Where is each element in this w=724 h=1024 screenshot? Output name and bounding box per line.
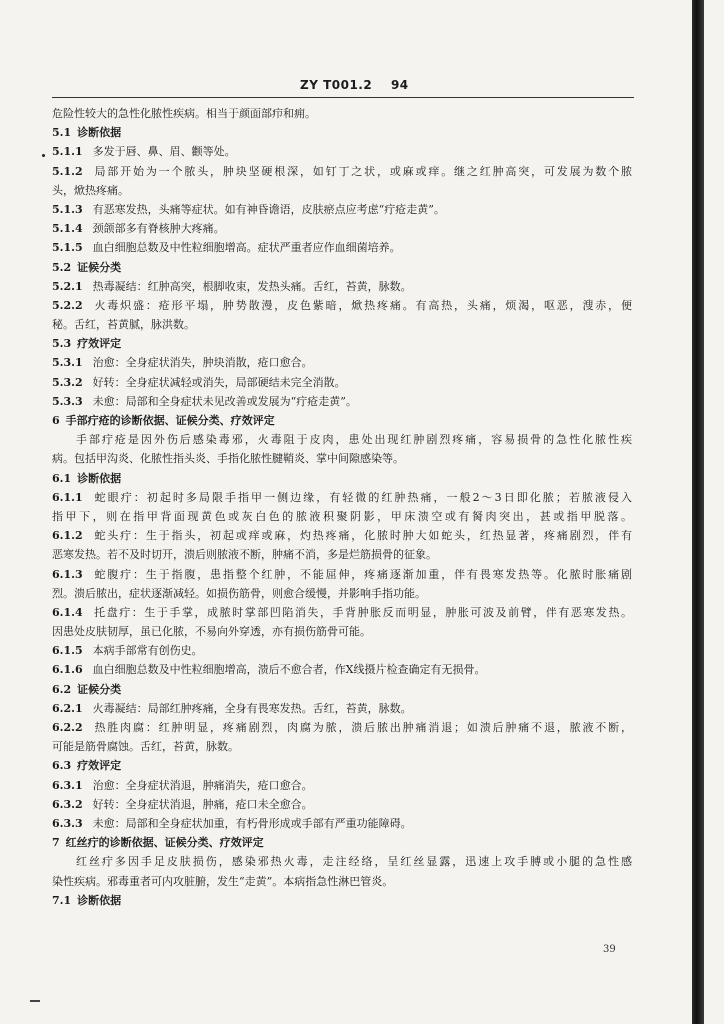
text-line [52,507,632,526]
text-line [52,545,632,564]
clause-number: 6.3 [52,759,72,773]
clause-text: 蛇腹疔：生于指腹，患指整个红肿，不能屈伸，疼痛逐渐加重，伴有畏寒发热等。化脓时胀痛剧 [92,567,632,581]
clause-number: 6.1.6 [52,663,83,677]
clause-text: 多发于唇、鼻、眉、颧等处。 [92,145,236,159]
text-line [52,622,632,641]
scan-mark [30,1000,40,1002]
section-heading [52,680,632,699]
clause-number: 5.2.2 [52,298,83,312]
header-rule [52,97,634,98]
clause-number: 6.1.4 [52,605,83,619]
clause-number: 5.2 [52,260,72,274]
clause-number: 5.1 [52,126,72,140]
section-heading [52,833,632,852]
clause-text: 诊断依据 [77,126,122,140]
clause-text: 染性疾病。邪毒重者可内攻脏腑，发生“走黄”。本病指急性淋巴管炎。 [52,874,394,888]
clause-number: 6.2.1 [52,701,83,715]
clause-text: 危险性较大的急性化脓性疾病。相当于颜面部疖和痈。 [52,107,316,120]
paragraph-start [52,852,632,871]
clause-text: 治愈：全身症状消失，肿块消散，疮口愈合。 [92,356,313,370]
numbered-clause [52,142,632,161]
numbered-clause [52,565,632,584]
clause-text: 证候分类 [77,260,122,274]
numbered-clause [52,162,632,181]
clause-text: 蛇眼疔：初起时多局限手指甲一侧边缘，有轻微的红肿热痛，一般2～3日即化脓；若脓液侵入 [92,490,632,504]
numbered-clause [52,776,632,795]
numbered-clause [52,641,632,660]
clause-text: 有恶寒发热，头痛等症状。如有神昏谵语，皮肤瘀点应考虑“疔疮走黄”。 [92,202,445,216]
clause-number: 6.3.1 [52,778,83,792]
clause-number: 7 [52,836,60,850]
numbered-clause [52,277,632,296]
section-heading [52,123,632,142]
clause-text: 颈颌部多有脊核肿大疼痛。 [92,222,225,236]
clause-text: 诊断依据 [77,893,122,907]
clause-number: 6.1 [52,471,72,485]
clause-text: 蛇头疔：生于指头，初起或痒或麻，灼热疼痛，化脓时肿大如蛇头，红热显著，疼痛剧烈，伴有 [92,529,632,543]
clause-number: 5.1.5 [52,241,83,255]
clause-number: 6 [52,414,60,427]
section-heading [52,891,632,910]
numbered-clause [52,795,632,814]
clause-text: 头，焮热疼痛。 [52,183,129,197]
clause-text: 热毒凝结：红肿高突，根脚收束，发热头痛。舌红，苔黄，脉数。 [92,279,412,293]
numbered-clause [52,699,632,718]
numbered-clause [52,296,632,315]
clause-number: 5.1.4 [52,222,83,236]
clause-text: 烈。溃后脓出，症状逐渐减轻。如损伤筋骨，则愈合缓慢，并影响手指功能。 [52,586,426,600]
numbered-clause [52,200,632,219]
clause-text: 疗效评定 [77,337,122,351]
clause-text: 病。包括甲沟炎、化脓性指头炎、手指化脓性腱鞘炎、掌中间隙感染等。 [52,452,404,466]
document-body [52,104,632,910]
text-line [52,872,632,891]
clause-text: 好转：全身症状消退，肿痛，疮口未全愈合。 [92,797,313,811]
numbered-clause [52,718,632,737]
section-heading [52,334,632,353]
clause-text: 可能是筋骨腐蚀。舌红，苔黄，脉数。 [52,740,239,754]
clause-text: 因患处皮肤韧厚，虽已化脓，不易向外穿透，亦有损伤筋骨可能。 [52,625,371,639]
standard-code: ZY T001.2 [300,78,373,92]
clause-text: 本病手部常有创伤史。 [92,644,203,658]
clause-text: 未愈：局部和全身症状未见改善或发展为“疔疮走黄”。 [92,394,357,408]
paragraph-start [52,430,632,449]
numbered-clause [52,526,632,545]
clause-number: 5.1.1 [52,145,83,159]
clause-number: 5.3.1 [52,356,83,370]
numbered-clause [52,238,632,257]
clause-text: 火毒炽盛：疮形平塌，肿势散漫，皮色紫暗，焮热疼痛。有高热，头痛，烦渴，呕恶，溲赤，便 [92,298,632,312]
clause-text: 热胜肉腐：红肿明显，疼痛剧烈，肉腐为脓，溃后脓出肿痛消退；如溃后肿痛不退，脓液不断， [92,721,632,734]
clause-text: 好转：全身症状减轻或消失，局部硬结未完全消散。 [92,375,346,389]
clause-text: 红丝疔的诊断依据、证候分类、疗效评定 [65,836,264,850]
clause-number: 6.2.2 [52,721,83,734]
text-line [52,449,632,468]
numbered-clause [52,373,632,392]
clause-text: 未愈：局部和全身症状加重，有朽骨形成或手部有严重功能障碍。 [92,816,412,830]
clause-text: 血白细胞总数及中性粒细胞增高。症状严重者应作血细菌培养。 [92,241,401,255]
clause-number: 6.1.3 [52,567,83,581]
page-number: 39 [603,944,616,955]
numbered-clause [52,219,632,238]
clause-number: 6.3.2 [52,797,83,811]
running-header [300,78,430,92]
clause-text: 局部开始为一个脓头，肿块坚硬根深，如钉丁之状，或麻或痒。继之红肿高突，可发展为数个脓 [92,164,632,178]
clause-text: 治愈：全身症状消退，肿痛消失，疮口愈合。 [92,778,313,792]
clause-number: 6.1.5 [52,644,83,658]
numbered-clause [52,814,632,833]
clause-number: 6.1.2 [52,529,83,543]
text-line [52,104,632,123]
numbered-clause [52,353,632,372]
scan-binding-edge [692,0,704,1024]
clause-text: 恶寒发热。若不及时切开，溃后则脓液不断，肿痛不消，多是烂筋损骨的征象。 [52,548,437,562]
clause-text: 指甲下，则在指甲背面现黄色或灰白色的脓液积聚阴影，甲床溃空或有胬肉突出，甚或指甲脱落。 [52,509,632,523]
clause-text: 血白细胞总数及中性粒细胞增高，溃后不愈合者，作X线摄片检查确定有无损骨。 [92,663,486,677]
clause-number: 5.1.2 [52,164,83,178]
clause-number: 5.3.2 [52,375,83,389]
numbered-clause [52,392,632,411]
clause-number: 5.2.1 [52,279,83,293]
clause-number: 6.1.1 [52,490,83,504]
clause-text: 火毒凝结：局部红肿疼痛，全身有畏寒发热。舌红，苔黄，脉数。 [92,701,412,715]
section-heading [52,756,632,775]
numbered-clause [52,603,632,622]
clause-number: 5.3.3 [52,394,83,408]
scan-dot [42,154,45,157]
clause-text: 秘。舌红，苔黄腻，脉洪数。 [52,318,195,332]
text-line [52,584,632,603]
clause-number: 7.1 [52,893,72,907]
clause-text: 证候分类 [77,682,122,696]
clause-text: 手部疔疮是因外伤后感染毒邪，火毒阻于皮肉，患处出现红肿剧烈疼痛，容易损骨的急性化脓性疾 [76,433,632,447]
numbered-clause [52,488,632,507]
clause-text: 托盘疔：生于手掌，成脓时掌部凹陷消失，手背肿胀反而明显，肿胀可波及前臂，伴有恶寒发热。 [92,605,632,619]
header-page: 94 [390,78,409,92]
text-line [52,315,632,334]
section-heading [52,258,632,277]
clause-text: 诊断依据 [77,471,122,485]
clause-number: 6.2 [52,682,72,696]
numbered-clause [52,660,632,679]
clause-number: 5.3 [52,337,72,351]
text-line [52,181,632,200]
clause-text: 手部疔疮的诊断依据、证候分类、疗效评定 [65,414,275,427]
clause-number: 6.3.3 [52,816,83,830]
clause-number: 5.1.3 [52,202,83,216]
text-line [52,737,632,756]
section-heading [52,411,632,430]
clause-text: 疗效评定 [77,759,122,773]
section-heading [52,469,632,488]
clause-text: 红丝疔多因手足皮肤损伤，感染邪热火毒，走注经络，呈红丝显露，迅速上攻手膊或小腿的急性感 [76,855,632,869]
